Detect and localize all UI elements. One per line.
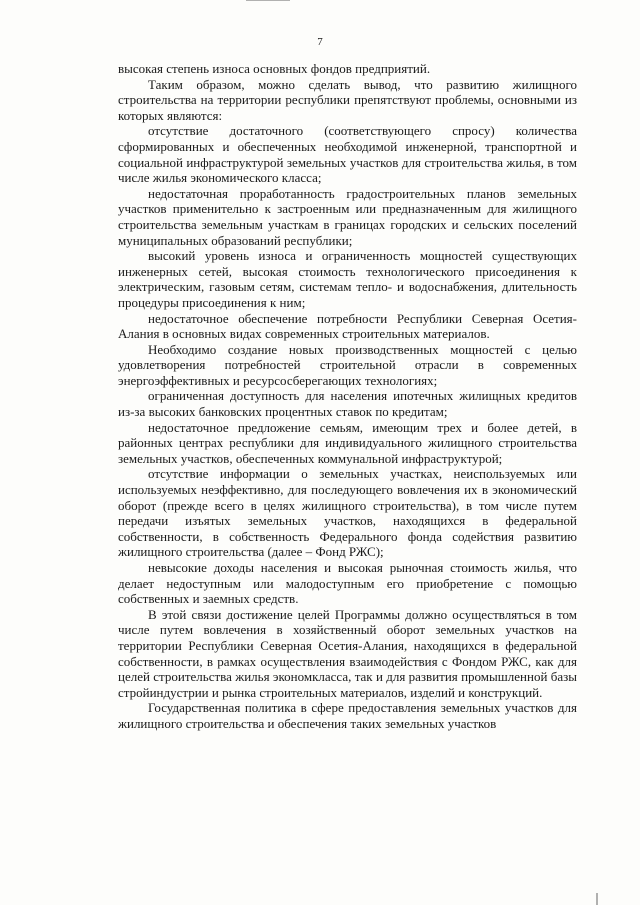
document-body — [118, 61, 577, 732]
paragraph: недостаточное предложение семьям, имеющим трех и более детей, в районных центрах республики для индивидуального жилищного строительства земельных участков, обеспеченных коммунальной инфраструктурой; — [118, 419, 577, 466]
paragraph: отсутствие достаточного (соответствующего спросу) количества сформированных и обеспеченных необходимой инженерной, транспортной и социальной инфраструктурой земельных участков для строительства жилья, в том числе жилья экономического класса; — [118, 123, 577, 186]
paragraph: Необходимо создание новых производственных мощностей с целью удовлетворения потребностей строительной отрасли в современных энергоэффективных и ресурсосберегающих технологиях; — [118, 341, 577, 388]
scan-mark-top — [246, 0, 290, 1]
paragraph: недостаточное обеспечение потребности Республики Северная Осетия-Алания в основных видах современных строительных материалов. — [118, 310, 577, 342]
paragraph: отсутствие информации о земельных участках, неиспользуемых или используемых неэффективно, для последующего вовлечения их в экономический оборот (прежде всего в целях жилищного строительства), в том числе путем передачи изъятых земельных участков, находящихся в федеральной собственности, в собственность Федерального фонда содействия развитию жилищного строительства (далее – Фонд РЖС); — [118, 466, 577, 560]
scan-mark-bottom — [596, 893, 598, 905]
paragraph: ограниченная доступность для населения ипотечных жилищных кредитов из-за высоких банковских процентных ставок по кредитам; — [118, 388, 577, 420]
paragraph: невысокие доходы населения и высокая рыночная стоимость жилья, что делает недоступным или малодоступным его приобретение с помощью собственных и заемных средств. — [118, 560, 577, 607]
page-number: 7 — [317, 36, 323, 48]
paragraph: Таким образом, можно сделать вывод, что развитию жилищного строительства на территории республики препятствуют проблемы, основными из которых являются: — [118, 76, 577, 123]
paragraph: В этой связи достижение целей Программы должно осуществляться в том числе путем вовлечения в хозяйственный оборот земельных участков на территории Республики Северная Осетия-Алания, находящихся в федеральной собственности, в рамках осуществления взаимодействия с Фондом РЖС, как для целей строительства жилья экономкласса, так и для развития промышленной базы стройиндустрии и рынка строительных материалов, изделий и конструкций. — [118, 606, 577, 700]
paragraph: недостаточная проработанность градостроительных планов земельных участков применительно к застроенным или предназначенным для жилищного строительства земельным участкам в границах городских и сельских поселений муниципальных образований республики; — [118, 185, 577, 248]
paragraph: Государственная политика в сфере предоставления земельных участков для жилищного строительства и обеспечения таких земельных участков — [118, 700, 577, 731]
paragraph: высокая степень износа основных фондов предприятий. — [118, 61, 431, 76]
paragraph: высокий уровень износа и ограниченность мощностей существующих инженерных сетей, высокая стоимость технологического присоединения к электрическим, газовым сетям, системам тепло- и водоснабжения, длительность процедуры присоединения к ним; — [118, 248, 577, 310]
